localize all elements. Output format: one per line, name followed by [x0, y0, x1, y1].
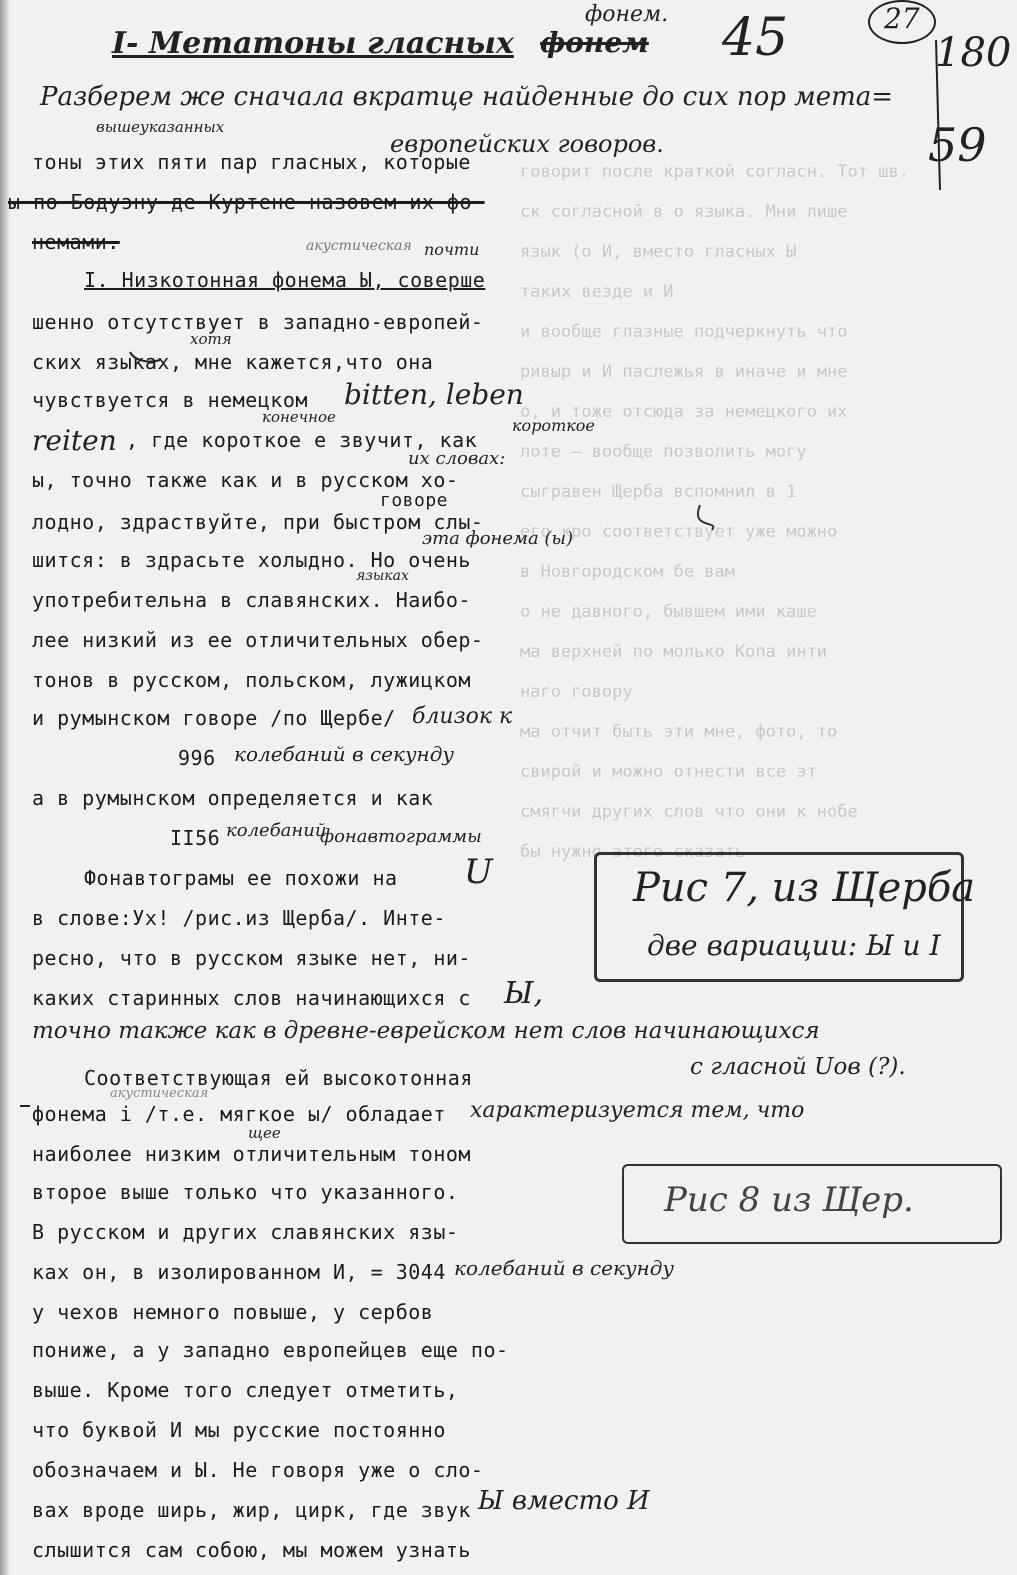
circled-number-text: 27: [884, 2, 920, 35]
ghost-line: его кро соответствует уже можно: [520, 522, 838, 542]
text-line: вах вроде ширь, жир, цирк, где звук: [32, 1498, 471, 1522]
text-line: обозначаем и Ы. Не говоря уже о сло-: [32, 1458, 484, 1482]
handwritten-reiten: reiten: [32, 424, 117, 457]
ghost-line: сыгравен Щерба вспомнил в 1: [520, 482, 797, 502]
insert-korotkoe: короткое: [512, 416, 595, 435]
handwritten-U: U: [464, 852, 493, 892]
ghost-line: о, и тоже отсюда за немецкого их: [520, 402, 848, 422]
handwritten-fonavtogrammy: фонавтограммы: [320, 826, 482, 847]
insert-shee: щее: [248, 1124, 281, 1142]
text-line: ках он, в изолированном И, = 3044: [32, 1260, 446, 1284]
figure-8-caption: Рис 8 из Щер.: [664, 1180, 914, 1220]
text-line: ы, точно также как и в русском хо-: [32, 468, 459, 492]
ghost-line: таких везде и И: [520, 282, 674, 302]
text-line: лее низкий из ее отличительных обер-: [32, 628, 484, 652]
handwritten-tochno-line: точно также как в древне-еврейском нет слов начинающихся: [32, 1018, 820, 1044]
figure-7-caption: Рис 7, из Щерба: [633, 865, 976, 911]
text-line: фонема i /т.е. мягкое ы/ обладает: [32, 1102, 446, 1126]
text-line: чувствуется в немецком: [32, 388, 308, 412]
marginal-note: акустическая: [306, 238, 412, 254]
text-line: слышится сам собою, мы можем узнать: [32, 1538, 471, 1562]
handwritten-blizok: близок к: [412, 704, 513, 729]
ghost-line: бы нужно этого сказать: [520, 842, 746, 862]
text-line: тонов в русском, польском, лужицком: [32, 668, 471, 692]
text-line: ресно, что в русском языке нет, ни-: [32, 946, 471, 970]
text-line: шится: в здрасьте холыдно. Но очень: [32, 548, 471, 572]
ghost-line: лоте — вообще позволить могу: [520, 442, 807, 462]
text-line: , где короткое е звучит, как: [126, 428, 478, 452]
text-line: второе выше только что указанного.: [32, 1180, 459, 1204]
ghost-line: ск согласной в о языка. Мни лише: [520, 202, 848, 222]
handwritten-bitten-leben: bitten, leben: [344, 378, 524, 411]
handwritten-y-vmesto-i: Ы вместо И: [478, 1486, 650, 1516]
text-line: Фонавтограмы ее похожи на: [84, 866, 398, 890]
handwritten-Y: Ы,: [504, 976, 544, 1011]
ghost-line: язык (о И, вместо гласных Ы: [520, 242, 797, 262]
folio-number: 45: [722, 8, 789, 68]
text-line: что буквой И мы русские постоянно: [32, 1418, 446, 1442]
ghost-line: и вообще глазные подчеркнуть что: [520, 322, 848, 342]
value-996: 996: [178, 746, 216, 770]
insert-khotya: хотя: [190, 330, 232, 348]
text-line-govore: говоре: [380, 490, 449, 511]
insert-v-slovakh: их словах:: [408, 448, 506, 469]
ghost-line: смягчи других слов что они к нобе: [520, 802, 858, 822]
marginal-note-2: акустическая: [110, 1086, 209, 1101]
heading-insert: фонем.: [585, 2, 669, 27]
section-heading-line: I. Низкотонная фонема Ы, соверше: [84, 268, 486, 292]
text-line-struck: немами.: [32, 230, 120, 254]
handwritten-kolebanii-996: колебаний в секунду: [234, 742, 455, 766]
figure-7-subcaption: две вариации: Ы и I: [647, 929, 941, 962]
ghost-line: наго говору: [520, 682, 633, 702]
text-line: и румынском говоре /по Щербе/: [32, 706, 396, 730]
handwritten-kolebanii-3044: колебаний в секунду: [454, 1256, 675, 1280]
handwritten-kharakterizuetsya: характеризуется тем, что: [470, 1098, 805, 1123]
insert-above-line: вышеуказанных: [96, 118, 225, 136]
handwritten-s-glasnoi: с гласной Uов (?).: [690, 1054, 906, 1080]
text-line: каких старинных слов начинающихся с: [32, 986, 471, 1010]
text-line: наиболее низким отличительным тоном: [32, 1142, 471, 1166]
text-line: пониже, а у западно европейцев еще по-: [32, 1338, 509, 1362]
text-line: употребительна в славянских. Наибо-: [32, 588, 471, 612]
ghost-line: ма верхней по молько Копа инти: [520, 642, 828, 662]
insert-konechnoe: конечное: [262, 408, 336, 426]
text-line: ских языках, мне кажется,что она: [32, 350, 434, 374]
insert-yazykakh: языках: [356, 568, 409, 584]
handwritten-kolebanii-1156: колебаний: [226, 820, 327, 841]
intro-handwritten-line: Разберем же сначала вкратце найденные до сих пор мета=: [40, 82, 894, 112]
text-line: у чехов немного повыше, у сербов: [32, 1300, 434, 1324]
text-line: а в румынском определяется и как: [32, 786, 434, 810]
ghost-line: в Новгородском бе вам: [520, 562, 735, 582]
ghost-line: говорит после краткой согласн. Тот шв.: [520, 162, 909, 182]
text-line: в слове:Ух! /рис.из Щерба/. Инте-: [32, 906, 446, 930]
corner-number-bottom: 59: [928, 118, 987, 172]
text-line: лодно, здраствуйте, при быстром слы-: [32, 510, 484, 534]
text-line: тоны этих пяти пар гласных, которые: [32, 150, 471, 174]
ghost-line: ма отчит быть эти мне, фото, то: [520, 722, 838, 742]
ghost-line: свирой и можно отнести все эт: [520, 762, 817, 782]
heading-title: I- Метатоны гласных: [112, 26, 514, 61]
ghost-line: о не давного, бывшем ими каше: [520, 602, 817, 622]
text-line: В русском и других славянских язы-: [32, 1220, 459, 1244]
insert-eta-fonema: эта фонема (ы): [422, 528, 574, 549]
text-line: шенно отсутствует в западно-европей-: [32, 310, 484, 334]
text-line-struck: ы по Бодуэну де Куртене назовем их фо-: [8, 190, 485, 214]
text-line: Соответствующая ей высокотонная: [84, 1066, 473, 1090]
insert-europ: европейских говоров.: [390, 130, 664, 158]
insert-pochti: почти: [424, 240, 480, 259]
corner-number-top: 180: [935, 30, 1012, 76]
ghost-line: ривыр и И паслежья в иначе и мне: [520, 362, 848, 382]
text-line: выше. Кроме того следует отметить,: [32, 1378, 459, 1402]
heading-struck-word: фонем: [540, 26, 649, 59]
value-1156: II56: [170, 826, 221, 850]
